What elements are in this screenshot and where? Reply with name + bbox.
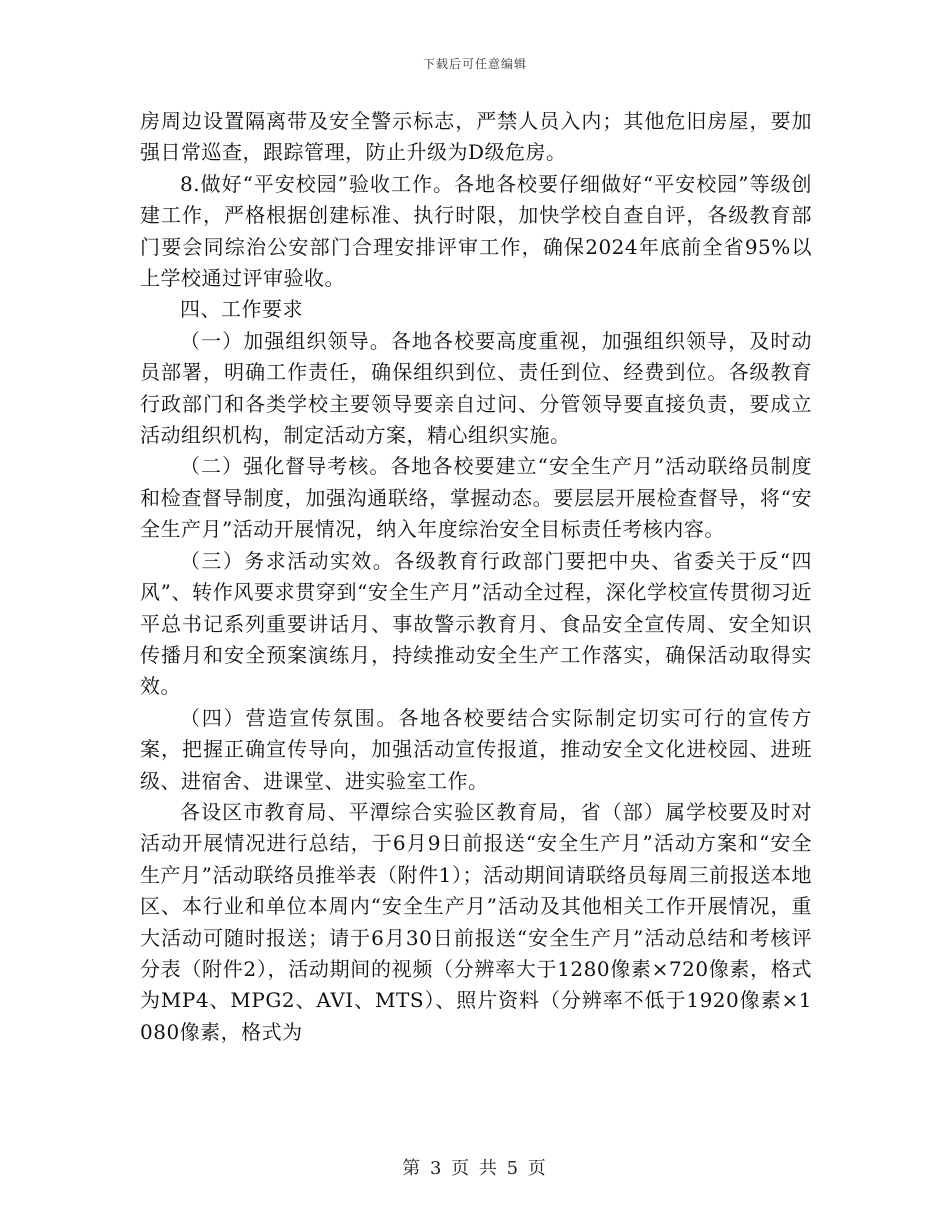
document-body [140,106,812,1048]
paragraph: （四）营造宣传氛围。各地各校要结合实际制定切实可行的宣传方案，把握正确宣传导向，加强活动宣传报道，推动安全文化进校园、进班级、进宿舍、进课堂、进实验室工作。 [140,705,812,793]
section-heading: 四、工作要求 [180,297,303,322]
page-footer: 第 3 页 共 5 页 [402,1158,548,1179]
page-header: 下载后可任意编辑 [422,57,527,71]
paragraph: 房周边设置隔离带及安全警示标志，严禁人员入内；其他危旧房屋，要加强日常巡查，跟踪管理，防止升级为D级危房。 [140,109,812,165]
paragraph: 各设区市教育局、平潭综合实验区教育局，省（部）属学校要及时对活动开展情况进行总结，于6月9日前报送“安全生产月”活动方案和“安全生产月”活动联络员推举表（附件1）；活动期间请联络员每周三前报送本地区、本行业和单位本周内“安全生产月”活动及其他相关工作开展情况，重大活动可随时报送；请于6月30日前报送“安全生产月”活动总结和考核评分表（附件2），活动期间的视频（分辨率大于1280像素×720像素，格式为MP4、MPG2、AVI、MTS）、照片资料（分辨率不低于1920像素×1080像素，格式为 [140,799,812,1044]
paragraph: 8.做好“平安校园”验收工作。各地各校要仔细做好“平安校园”等级创建工作，严格根据创建标准、执行时限，加快学校自查自评，各级教育部门要会同综治公安部门合理安排评审工作，确保2024年底前全省95%以上学校通过评审验收。 [140,171,812,291]
paragraph: （三）务求活动实效。各级教育行政部门要把中央、省委关于反“四风”、转作风要求贯穿到“安全生产月”活动全过程，深化学校宣传贯彻习近平总书记系列重要讲话月、事故警示教育月、食品安全宣传周、安全知识传播月和安全预案演练月，持续推动安全生产工作落实，确保活动取得实效。 [140,548,812,699]
paragraph: （一）加强组织领导。各地各校要高度重视，加强组织领导，及时动员部署，明确工作责任，确保组织到位、责任到位、经费到位。各级教育行政部门和各类学校主要领导要亲自过问、分管领导要直接负责，要成立活动组织机构，制定活动方案，精心组织实施。 [140,328,812,448]
paragraph: （二）强化督导考核。各地各校要建立“安全生产月”活动联络员制度和检查督导制度，加强沟通联络，掌握动态。要层层开展检查督导，将“安全生产月”活动开展情况，纳入年度综治安全目标责任考核内容。 [140,454,812,542]
